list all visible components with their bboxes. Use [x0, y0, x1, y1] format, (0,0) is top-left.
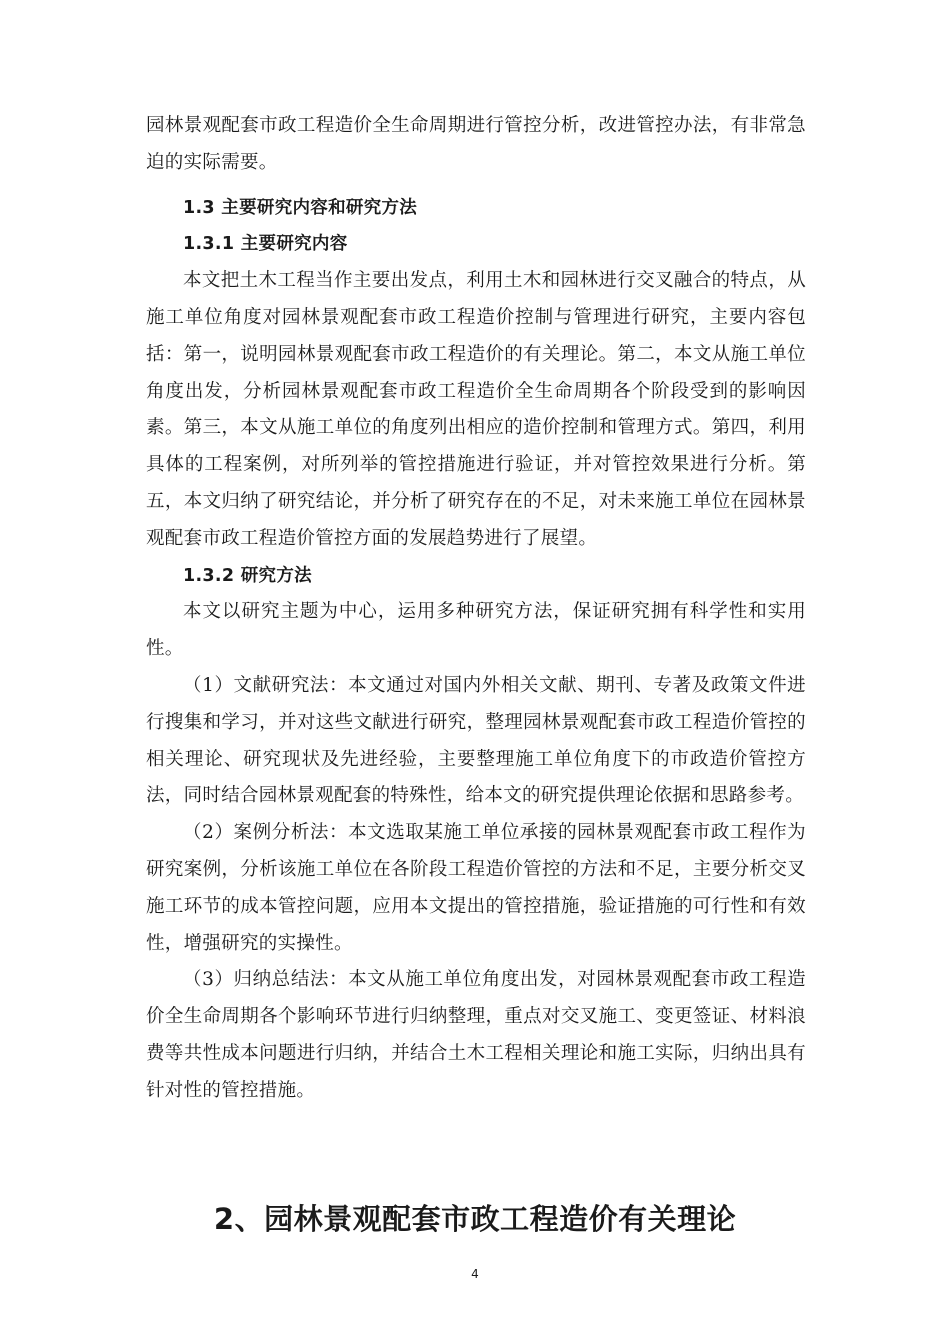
subsection-heading-1-3-2: 1.3.2 研究方法 — [183, 565, 312, 586]
section-heading-1-3: 1.3 主要研究内容和研究方法 — [183, 197, 418, 218]
research-methods-intro: 本文以研究主题为中心，运用多种研究方法，保证研究拥有科学性和实用性。 — [146, 601, 806, 660]
research-content-paragraph: 本文把土木工程当作主要出发点，利用土木和园林进行交叉融合的特点，从施工单位角度对园林景观配套市政工程造价控制与管理进行研究，主要内容包括：第一，说明园林景观配套市政工程造价的有关理论。第二，本文从施工单位角度出发，分析园林景观配套市政工程造价全生命周期各个阶段受到的影响因素。第三，本文从施工单位的角度列出相应的造价控制和管理方式。第四，利用具体的工程案例，对所列举的管控措施进行验证，并对管控效果进行分析。第五，本文归纳了研究结论，并分析了研究存在的不足，对未来施工单位在园林景观配套市政工程造价管控方面的发展趋势进行了展望。 — [146, 270, 806, 549]
page-number: 4 — [471, 1267, 479, 1281]
chapter-2-title: 2、园林景观配套市政工程造价有关理论 — [213, 1202, 737, 1237]
subsection-heading-1-3-1: 1.3.1 主要研究内容 — [183, 234, 348, 255]
continuation-paragraph: 园林景观配套市政工程造价全生命周期进行管控分析，改进管控办法，有非常急迫的实际需要。 — [146, 115, 806, 173]
page-body — [146, 108, 806, 1110]
method-case-analysis: （2）案例分析法：本文选取某施工单位承接的园林景观配套市政工程作为研究案例，分析该施工单位在各阶段工程造价管控的方法和不足，主要分析交叉施工环节的成本管控问题，应用本文提出的管控措施，验证措施的可行性和有效性，增强研究的实操性。 — [146, 822, 806, 954]
method-inductive-summary: （3）归纳总结法：本文从施工单位角度出发，对园林景观配套市政工程造价全生命周期各个影响环节进行归纳整理，重点对交叉施工、变更签证、材料浪费等共性成本问题进行归纳，并结合土木工程相关理论和施工实际，归纳出具有针对性的管控措施。 — [146, 969, 806, 1101]
method-literature-research: （1）文献研究法：本文通过对国内外相关文献、期刊、专著及政策文件进行搜集和学习，并对这些文献进行研究，整理园林景观配套市政工程造价管控的相关理论、研究现状及先进经验，主要整理施工单位角度下的市政造价管控方法，同时结合园林景观配套的特殊性，给本文的研究提供理论依据和思路参考。 — [146, 674, 806, 807]
